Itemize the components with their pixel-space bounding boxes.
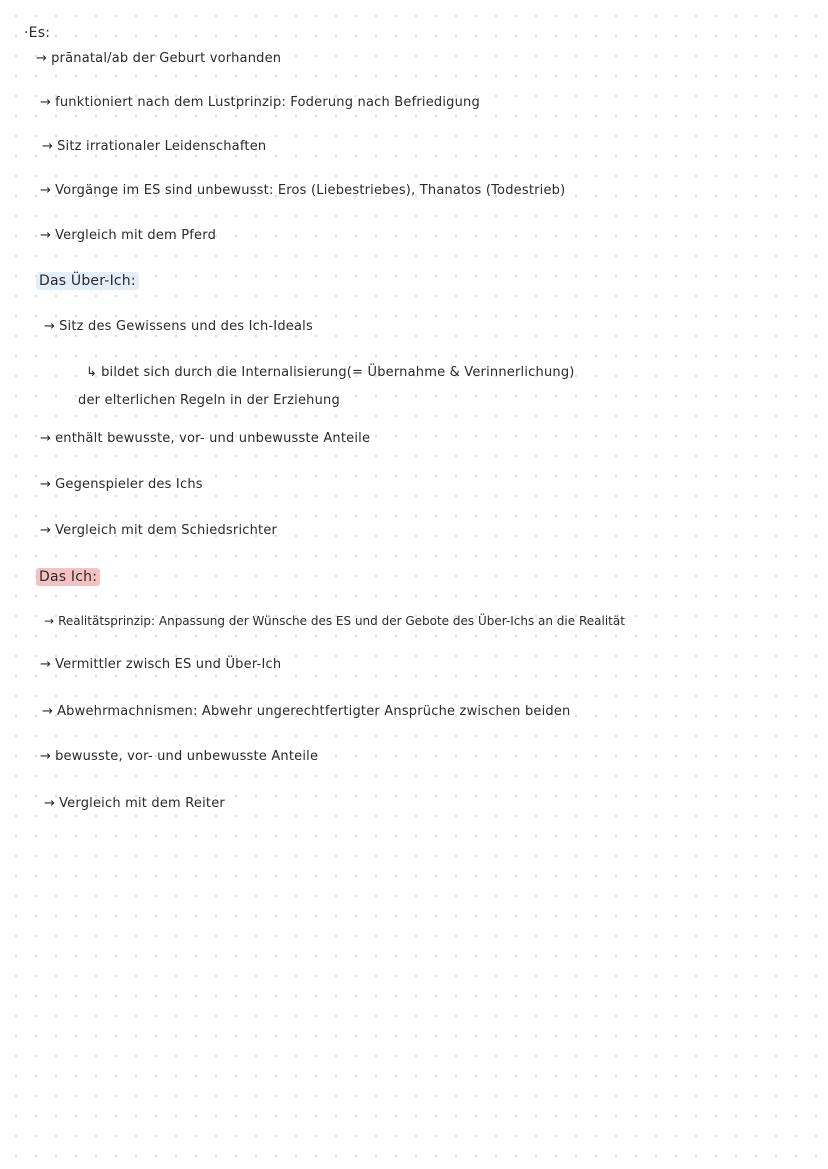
- ich-item-2: → Vermittler zwisch ES und Über-Ich: [40, 657, 282, 672]
- arrow-icon: →: [44, 319, 56, 334]
- es-heading-text: ·Es:: [24, 25, 51, 41]
- ueber-ich-sub-line-1: ↳ bildet sich durch die Internalisierung(= Übernahme & Verinnerlichung): [86, 365, 575, 380]
- es-item-5: → Vergleich mit dem Pferd: [40, 228, 217, 243]
- es-item-4: → Vorgänge im ES sind unbewusst: Eros (Liebestriebes), Thanatos (Todestrieb): [40, 183, 566, 198]
- ueber-ich-item-3: → Gegenspieler des Ichs: [40, 477, 203, 492]
- arrow-icon: →: [40, 657, 52, 672]
- arrow-icon: →: [40, 431, 52, 446]
- arrow-icon: →: [40, 228, 52, 243]
- es-heading: [24, 24, 50, 42]
- ueber-ich-sub-line-2: der elterlichen Regeln in der Erziehung: [78, 393, 340, 408]
- ueber-ich-item-4: → Vergleich mit dem Schiedsrichter: [40, 523, 278, 538]
- arrow-icon: →: [42, 704, 54, 719]
- ueber-ich-item-1: → Sitz des Gewissens und des Ich-Ideals: [44, 319, 313, 334]
- ich-item-4: → bewusste, vor- und unbewusste Anteile: [40, 749, 319, 764]
- arrow-icon: →: [40, 183, 52, 198]
- ueber-ich-item-2: → enthält bewusste, vor- und unbewusste Anteile: [40, 431, 371, 446]
- arrow-icon: →: [40, 523, 52, 538]
- es-item-1: → prānatal/ab der Geburt vorhanden: [36, 51, 282, 66]
- arrow-icon: →: [36, 51, 48, 66]
- arrow-icon: →: [40, 749, 52, 764]
- ueber-ich-heading-text: Das Über-Ich:: [36, 272, 139, 290]
- arrow-icon: →: [42, 139, 54, 154]
- ich-item-1: → Realitätsprinzip: Anpassung der Wünsche des ES und der Gebote des Über-Ichs an die Realität: [44, 614, 625, 628]
- es-item-2: → funktioniert nach dem Lustprinzip: Foderung nach Befriedigung: [40, 95, 480, 110]
- arrow-icon: →: [44, 796, 56, 811]
- arrow-icon: →: [44, 614, 55, 628]
- es-item-3: → Sitz irrationaler Leidenschaften: [42, 139, 267, 154]
- ich-item-3: → Abwehrmachnismen: Abwehr ungerechtfertigter Ansprüche zwischen beiden: [42, 704, 571, 719]
- ich-item-5: → Vergleich mit dem Reiter: [44, 796, 225, 811]
- ich-heading-text: Das Ich:: [36, 568, 100, 586]
- ueber-ich-heading: [36, 272, 139, 290]
- arrow-icon: →: [40, 477, 52, 492]
- arrow-icon: →: [40, 95, 52, 110]
- return-arrow-icon: ↳: [86, 365, 98, 380]
- ich-heading: [36, 568, 100, 586]
